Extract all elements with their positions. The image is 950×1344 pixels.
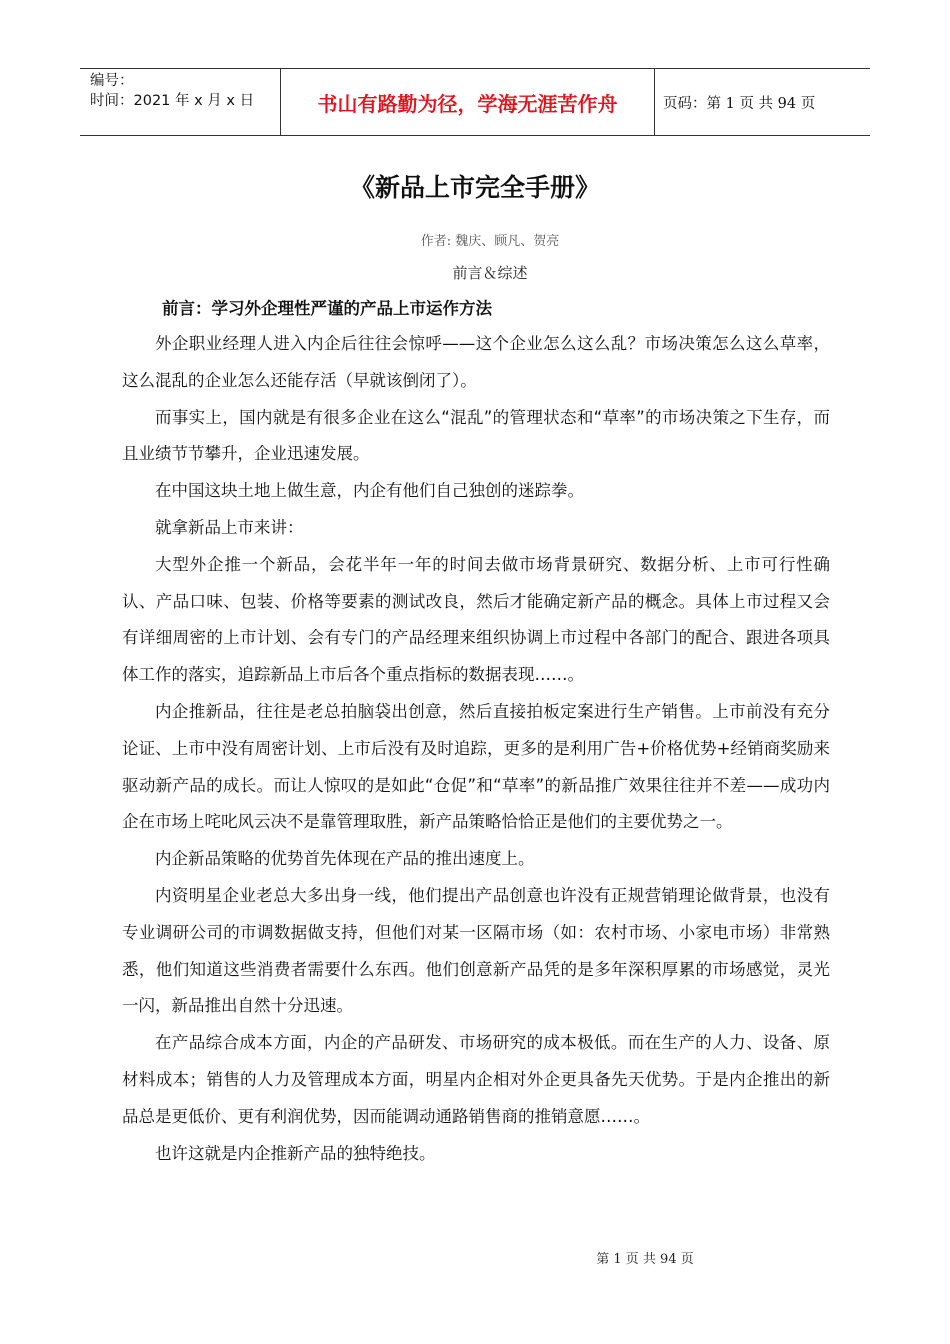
page-footer: 第 1 页 共 94 页 xyxy=(596,1252,694,1267)
header-meta xyxy=(80,69,280,135)
paragraph: 也许这就是内企推新产品的独特绝技。 xyxy=(155,1143,436,1163)
page-header xyxy=(80,68,870,136)
paragraph: 在产品综合成本方面，内企的产品研发、市场研究的成本极低。而在生产的人力、设备、原材料成本；销售的人力及管理成本方面，明星内企相对外企更具备先天优势。于是内企推出的新品总是更低价、更有利润优势，因而能调动通路销售商的推销意愿……。 xyxy=(122,1033,830,1126)
paragraph: 就拿新品上市来讲： xyxy=(155,517,304,537)
preface-heading: 前言：学习外企理性严谨的产品上市运作方法 xyxy=(162,299,492,318)
document-title: 《新品上市完全手册》 xyxy=(349,173,600,202)
paragraph: 内资明星企业老总大多出身一线，他们提出产品创意也许没有正规营销理论做背景，也没有专业调研公司的市调数据做支持，但他们对某一区隔市场（如：农村市场、小家电市场）非常熟悉，他们知道这些消费者需要什么东西。他们创意新产品凭的是多年深积厚累的市场感觉，灵光一闪，新品推出自然十分迅速。 xyxy=(122,885,830,1016)
date-label: 时间：2021 年 x 月 x 日 xyxy=(90,93,255,109)
paragraph: 大型外企推一个新品，会花半年一年的时间去做市场背景研究、数据分析、上市可行性确认、产品口味、包装、价格等要素的测试改良，然后才能确定新产品的概念。具体上市过程又会有详细周密的上市计划、会有专门的产品经理来组织协调上市过程中各部门的配合、跟进各项具体工作的落实，追踪新品上市后各个重点指标的数据表现……。 xyxy=(122,554,830,685)
paragraph: 内企推新品，往往是老总拍脑袋出创意，然后直接拍板定案进行生产销售。上市前没有充分论证、上市中没有周密计划、上市后没有及时追踪，更多的是利用广告+价格优势+经销商奖励来驱动新产品的成长。而让人惊叹的是如此“仓促”和“草率”的新品推广效果往往并不差——成功内企在市场上咤叱风云决不是靠管理取胜，新产品策略恰恰正是他们的主要优势之一。 xyxy=(122,701,830,832)
paragraph: 外企职业经理人进入内企后往往会惊呼——这个企业怎么这么乱？市场决策怎么这么草率，这么混乱的企业怎么还能存活（早就该倒闭了）。 xyxy=(122,334,830,390)
section-title: 前言＆综述 xyxy=(452,264,528,282)
document-body xyxy=(122,326,830,1172)
header-motto: 书山有路勤为径，学海无涯苦作舟 xyxy=(280,69,655,135)
paragraph: 在中国这块土地上做生意，内企有他们自己独创的迷踪拳。 xyxy=(155,481,584,501)
number-label: 编号： xyxy=(90,73,134,89)
paragraph: 而事实上，国内就是有很多企业在这么“混乱”的管理状态和“草率”的市场决策之下生存，而且业绩节节攀升，企业迅速发展。 xyxy=(122,407,830,464)
document-author: 作者: 魏庆、顾凡、贺亮 xyxy=(420,234,560,249)
paragraph: 内企新品策略的优势首先体现在产品的推出速度上。 xyxy=(155,849,535,869)
header-page-info: 页码：第 1 页 共 94 页 xyxy=(663,95,816,112)
